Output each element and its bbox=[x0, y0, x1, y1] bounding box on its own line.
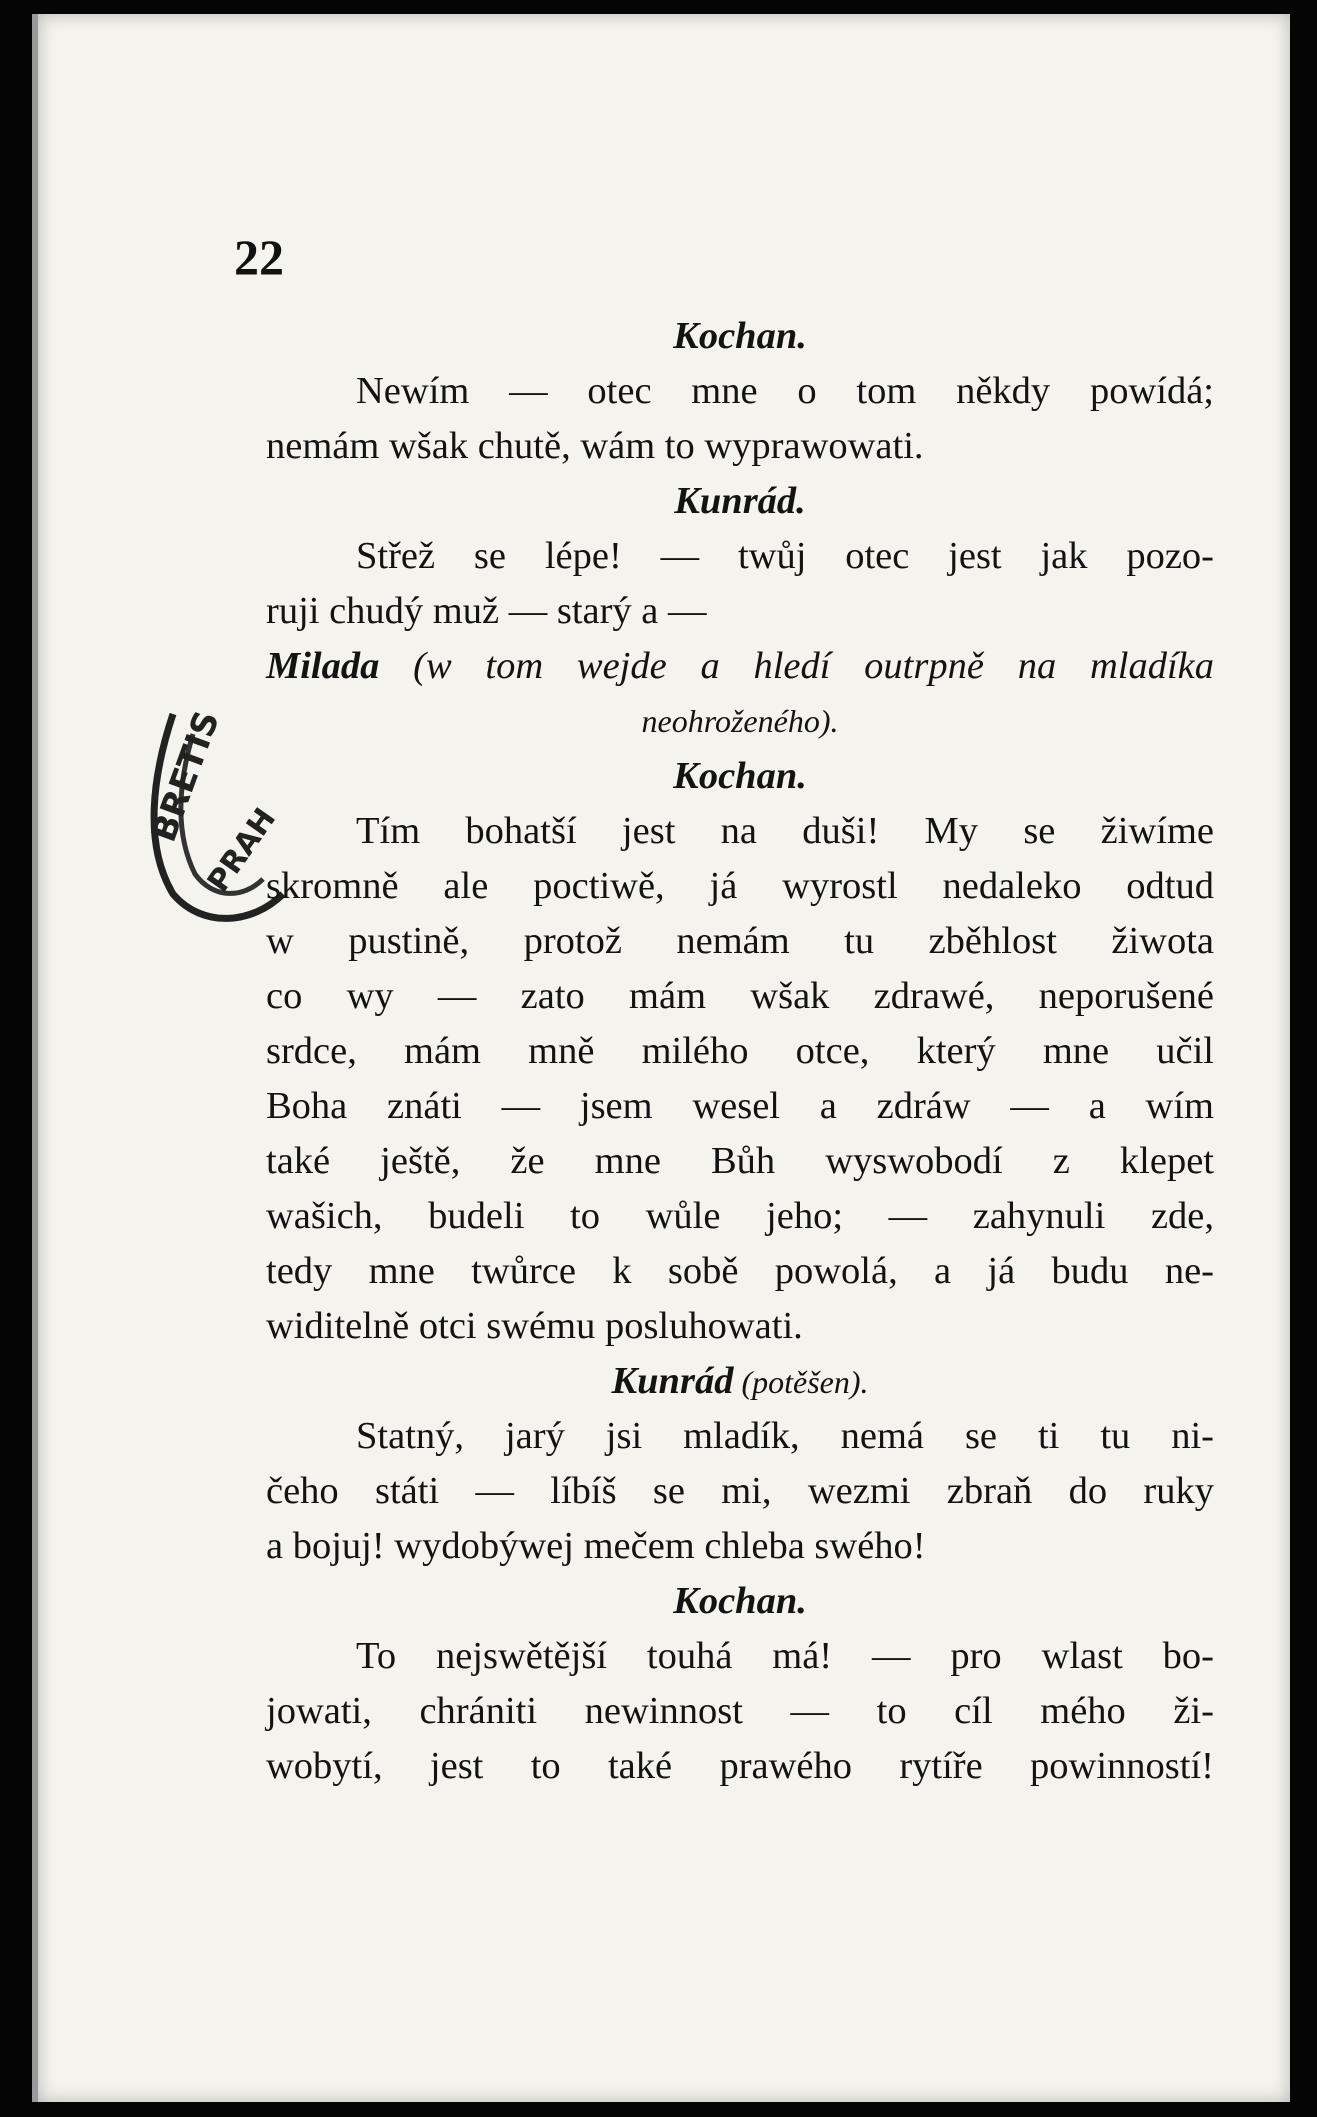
text-line: skromně ale poctiwě, já wyrostl nedaleko odtud bbox=[266, 865, 1214, 907]
speaker-kunrad: Kunrád. bbox=[674, 480, 806, 522]
stage-direction: (potěšen). bbox=[733, 1364, 869, 1400]
page-text bbox=[266, 309, 1214, 1794]
text-line: w pustině, protož nemám tu zběhlost žiwota bbox=[266, 920, 1214, 962]
text-line: Newím — otec mne o tom někdy powídá; bbox=[356, 370, 1214, 412]
svg-text:PRAH: PRAH bbox=[200, 801, 284, 899]
text-line: Statný, jarý jsi mladík, nemá se ti tu ni- bbox=[356, 1415, 1214, 1457]
stage-direction: (w tom wejde a hledí outrpně na mladíka bbox=[379, 645, 1214, 687]
speaker-kochan: Kochan. bbox=[673, 1580, 807, 1622]
text-line: jowati, chrániti newinnost — to cíl mého ži- bbox=[266, 1690, 1214, 1732]
text-line: a bojuj! wydobýwej mečem chleba swého! bbox=[266, 1525, 926, 1567]
speaker-kochan: Kochan. bbox=[673, 755, 807, 797]
stage-direction-line bbox=[266, 639, 1214, 694]
text-line: wobytí, jest to také prawého rytíře powinností! bbox=[266, 1745, 1214, 1787]
speaker-kochan: Kochan. bbox=[673, 315, 807, 357]
book-page bbox=[32, 14, 1290, 2102]
text-line: ruji chudý muž — starý a — bbox=[266, 590, 707, 632]
text-line: srdce, mám mně milého otce, který mne učil bbox=[266, 1030, 1214, 1072]
speaker-line bbox=[266, 1354, 1214, 1409]
stage-direction: neohroženého). bbox=[641, 703, 839, 739]
text-line: Tím bohatší jest na duši! My se žiwíme bbox=[356, 810, 1214, 852]
speaker-milada: Milada bbox=[266, 645, 380, 687]
text-line: také ještě, že mne Bůh wyswobodí z klepet bbox=[266, 1140, 1214, 1182]
text-line: tedy mne twůrce k sobě powolá, a já budu ne- bbox=[266, 1250, 1214, 1292]
text-line: Boha znáti — jsem wesel a zdráw — a wím bbox=[266, 1085, 1214, 1127]
svg-text:BRETIS: BRETIS bbox=[143, 705, 228, 848]
page-number: 22 bbox=[234, 229, 284, 285]
text-line: čeho státi — líbíš se mi, wezmi zbraň do ruky bbox=[266, 1470, 1214, 1512]
text-line: To nejswětější touhá má! — pro wlast bo- bbox=[356, 1635, 1214, 1677]
text-line: co wy — zato mám wšak zdrawé, neporušené bbox=[266, 975, 1214, 1017]
text-line: Střež se lépe! — twůj otec jest jak pozo- bbox=[356, 535, 1214, 577]
speaker-kunrad: Kunrád bbox=[611, 1360, 734, 1402]
text-line: widitelně otci swému posluhowati. bbox=[266, 1305, 803, 1347]
text-line: wašich, budeli to wůle jeho; — zahynuli zde, bbox=[266, 1195, 1214, 1237]
text-line: nemám wšak chutě, wám to wyprawowati. bbox=[266, 425, 924, 467]
